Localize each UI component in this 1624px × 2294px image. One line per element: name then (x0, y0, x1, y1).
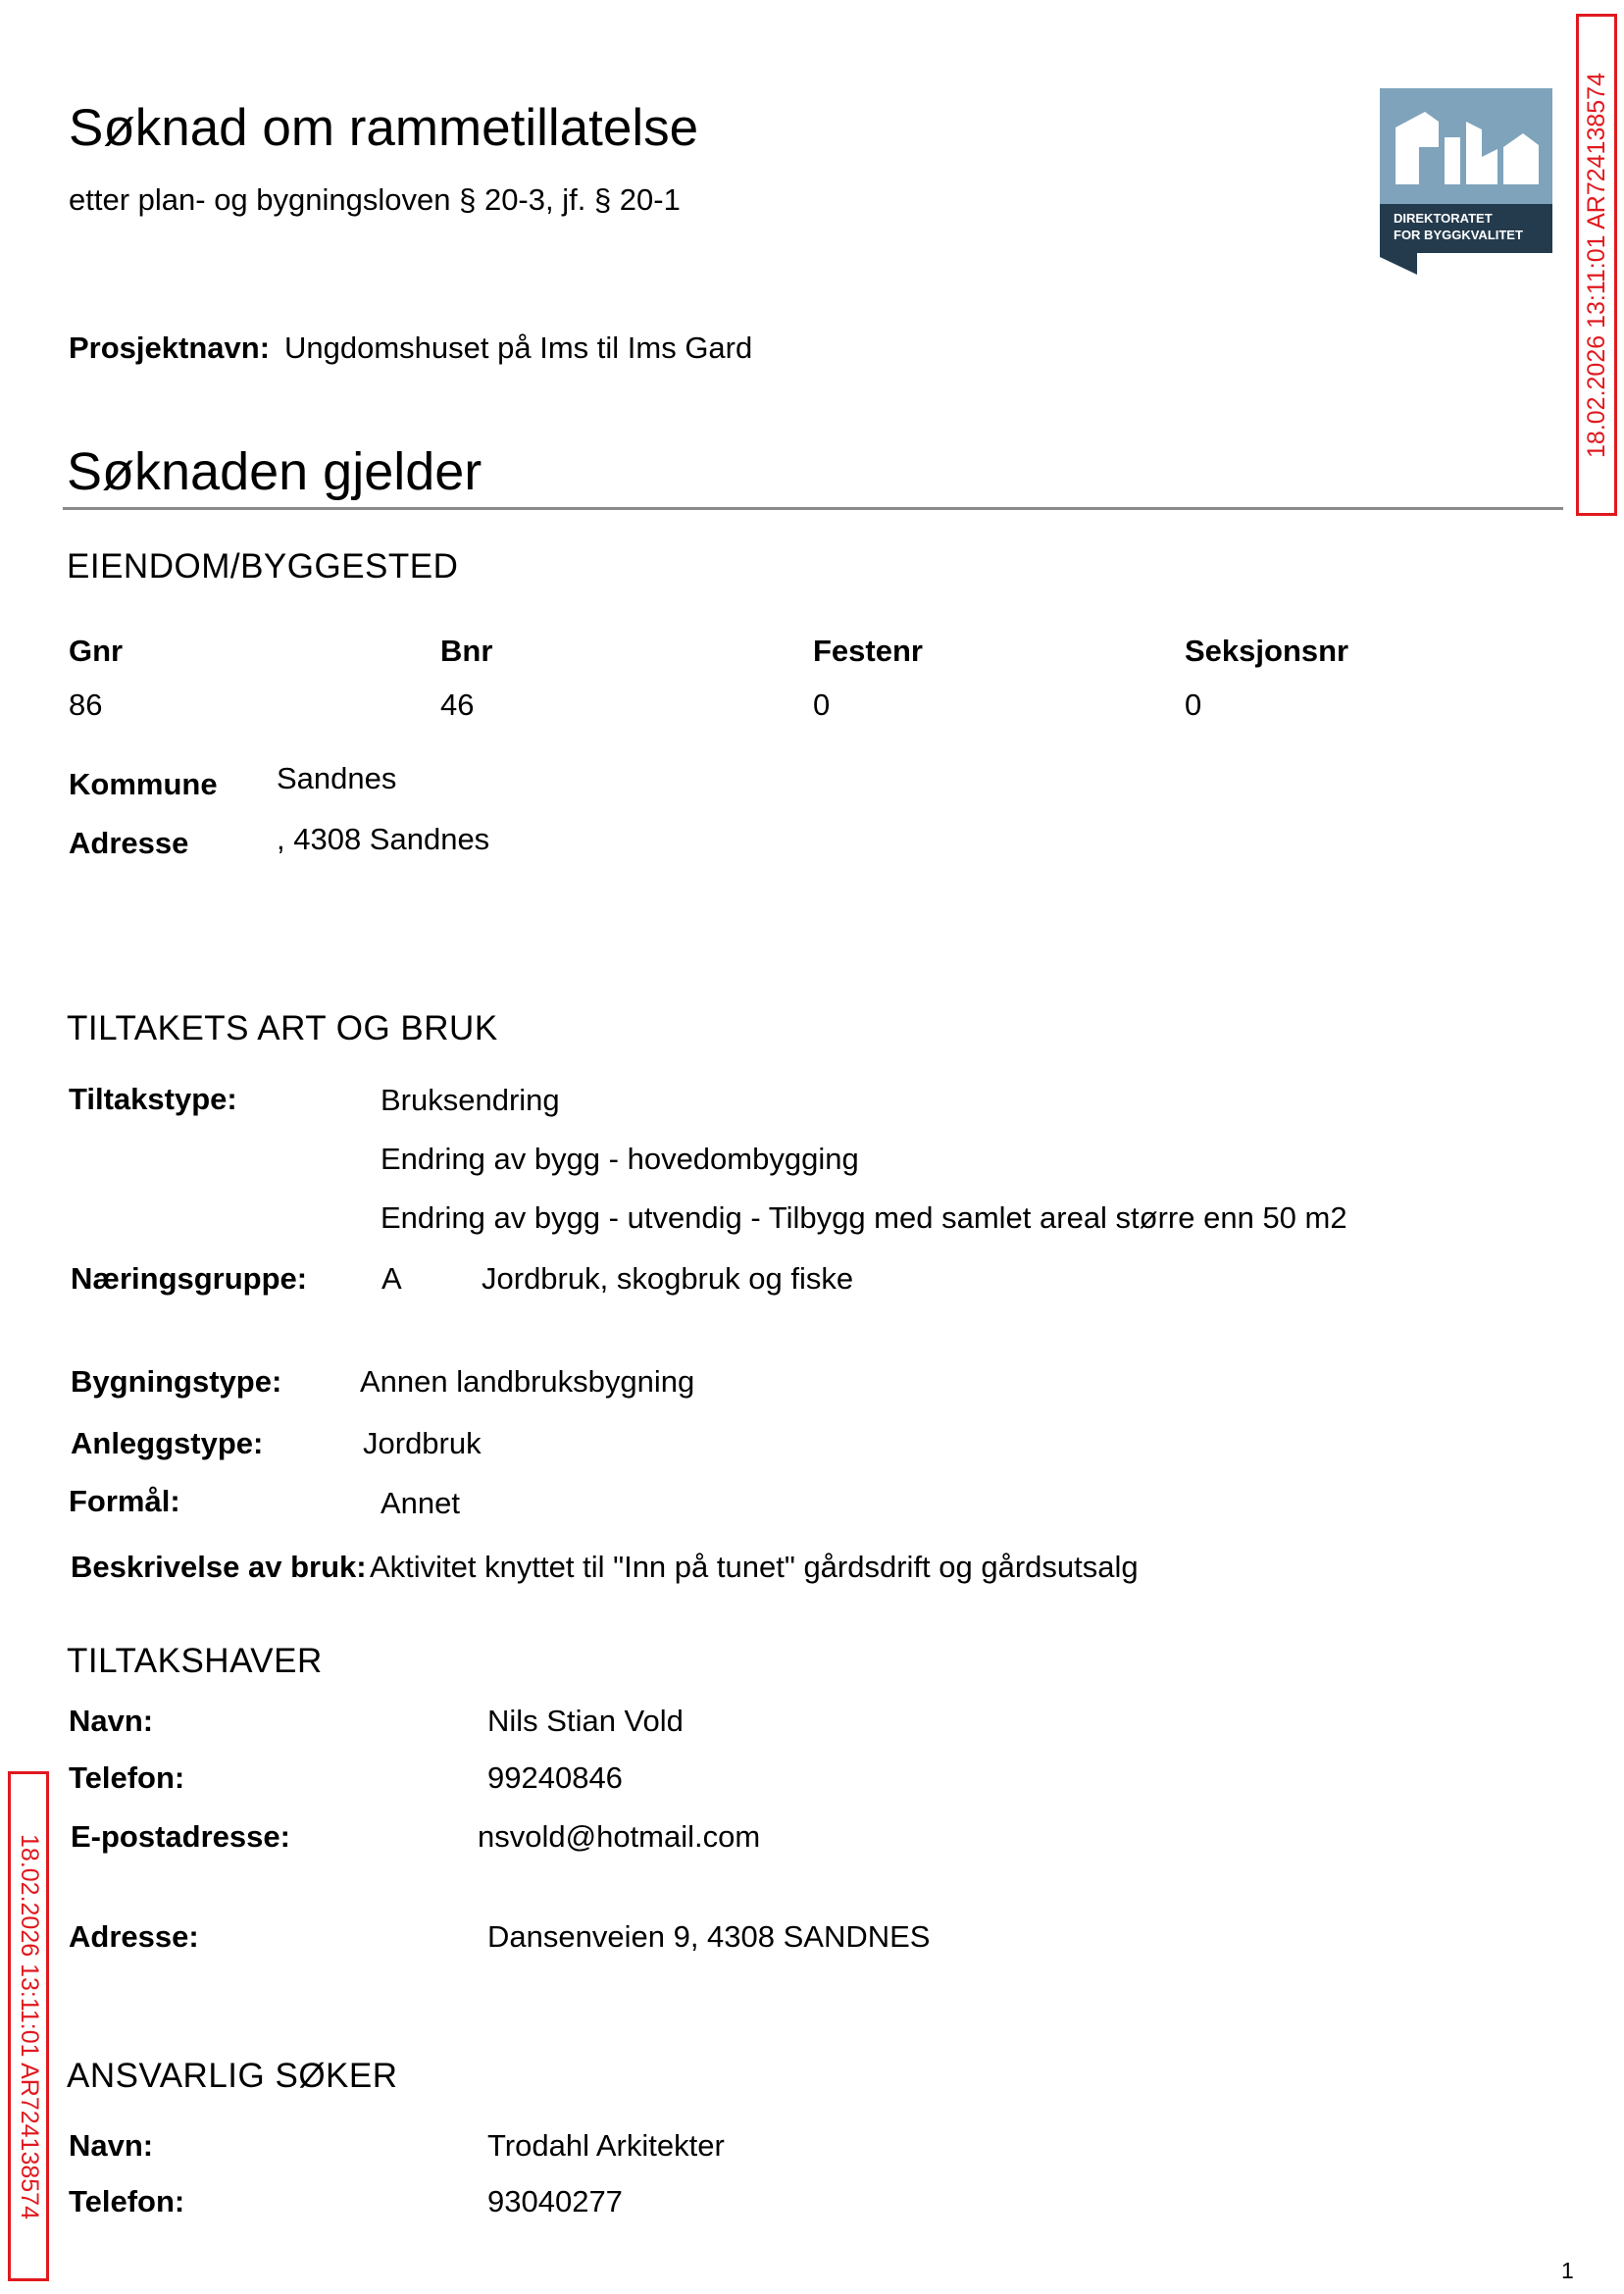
naeringsgruppe-value: Jordbruk, skogbruk og fiske (482, 1261, 854, 1296)
formal-value: Annet (381, 1486, 461, 1520)
document-title: Søknad om rammetillatelse (69, 99, 699, 157)
applicant-heading: ANSVARLIG SØKER (67, 2057, 398, 2095)
applicant-name-value: Trodahl Arkitekter (487, 2128, 725, 2163)
stamp-text: 18.02.2026 13:11:01 AR724138574 (15, 1833, 43, 2219)
page-number: 1 (1561, 2258, 1574, 2283)
festenr-label: Festenr (813, 634, 923, 668)
adresse-value: , 4308 Sandnes (277, 822, 490, 856)
dibk-logo (1380, 88, 1552, 275)
logo-text-line2: FOR BYGGKVALITET (1394, 228, 1523, 242)
property-heading: EIENDOM/BYGGESTED (67, 547, 459, 586)
applicant-phone-value: 93040277 (487, 2184, 623, 2218)
applicant-name-label: Navn: (69, 2128, 154, 2163)
logo-text-line1: DIREKTORATET (1394, 211, 1493, 226)
seksjonsnr-label: Seksjonsnr (1185, 634, 1349, 668)
document-subtitle: etter plan- og bygningsloven § 20-3, jf. § 20-1 (69, 182, 681, 217)
tiltakstype-item: Bruksendring (381, 1083, 560, 1117)
naeringsgruppe-label: Næringsgruppe: (71, 1261, 308, 1296)
tiltakstype-label: Tiltakstype: (69, 1082, 237, 1116)
owner-email-value: nsvold@hotmail.com (478, 1819, 761, 1854)
formal-label: Formål: (69, 1484, 180, 1518)
owner-phone-label: Telefon: (69, 1760, 185, 1795)
beskrivelse-label: Beskrivelse av bruk: (71, 1550, 367, 1584)
beskrivelse-value: Aktivitet knyttet til "Inn på tunet" gårdsdrift og gårdsutsalg (370, 1550, 1139, 1584)
owner-email-label: E-postadresse: (71, 1819, 290, 1854)
gnr-value: 86 (69, 688, 103, 722)
date-stamp-top (1576, 14, 1617, 516)
bygningstype-label: Bygningstype: (71, 1364, 282, 1399)
date-stamp-bottom (8, 1771, 49, 2281)
section-divider (63, 507, 1563, 510)
section-title: Søknaden gjelder (67, 442, 482, 501)
bnr-value: 46 (440, 688, 475, 722)
anleggstype-label: Anleggstype: (71, 1426, 264, 1460)
adresse-label: Adresse (69, 826, 189, 860)
owner-name-value: Nils Stian Vold (487, 1704, 684, 1738)
tiltakstype-item: Endring av bygg - utvendig - Tilbygg med samlet areal større enn 50 m2 (381, 1200, 1347, 1235)
measure-heading: TILTAKETS ART OG BRUK (67, 1009, 498, 1047)
owner-address-label: Adresse: (69, 1919, 199, 1954)
owner-heading: TILTAKSHAVER (67, 1642, 323, 1680)
gnr-label: Gnr (69, 634, 124, 668)
project-name: Ungdomshuset på Ims til Ims Gard (284, 331, 753, 365)
tiltakstype-item: Endring av bygg - hovedombygging (381, 1142, 859, 1176)
bnr-label: Bnr (440, 634, 493, 668)
owner-name-label: Navn: (69, 1704, 154, 1738)
festenr-value: 0 (813, 688, 831, 722)
applicant-phone-label: Telefon: (69, 2184, 185, 2218)
owner-address-value: Dansenveien 9, 4308 SANDNES (487, 1919, 931, 1954)
seksjonsnr-value: 0 (1185, 688, 1202, 722)
owner-phone-value: 99240846 (487, 1760, 623, 1795)
kommune-label: Kommune (69, 767, 218, 801)
stamp-text: 18.02.2026 13:11:01 AR724138574 (1582, 72, 1610, 458)
anleggstype-value: Jordbruk (363, 1426, 482, 1460)
project-label: Prosjektnavn: (69, 331, 271, 365)
naeringsgruppe-code: A (381, 1261, 402, 1296)
kommune-value: Sandnes (277, 761, 397, 795)
bygningstype-value: Annen landbruksbygning (360, 1364, 695, 1399)
